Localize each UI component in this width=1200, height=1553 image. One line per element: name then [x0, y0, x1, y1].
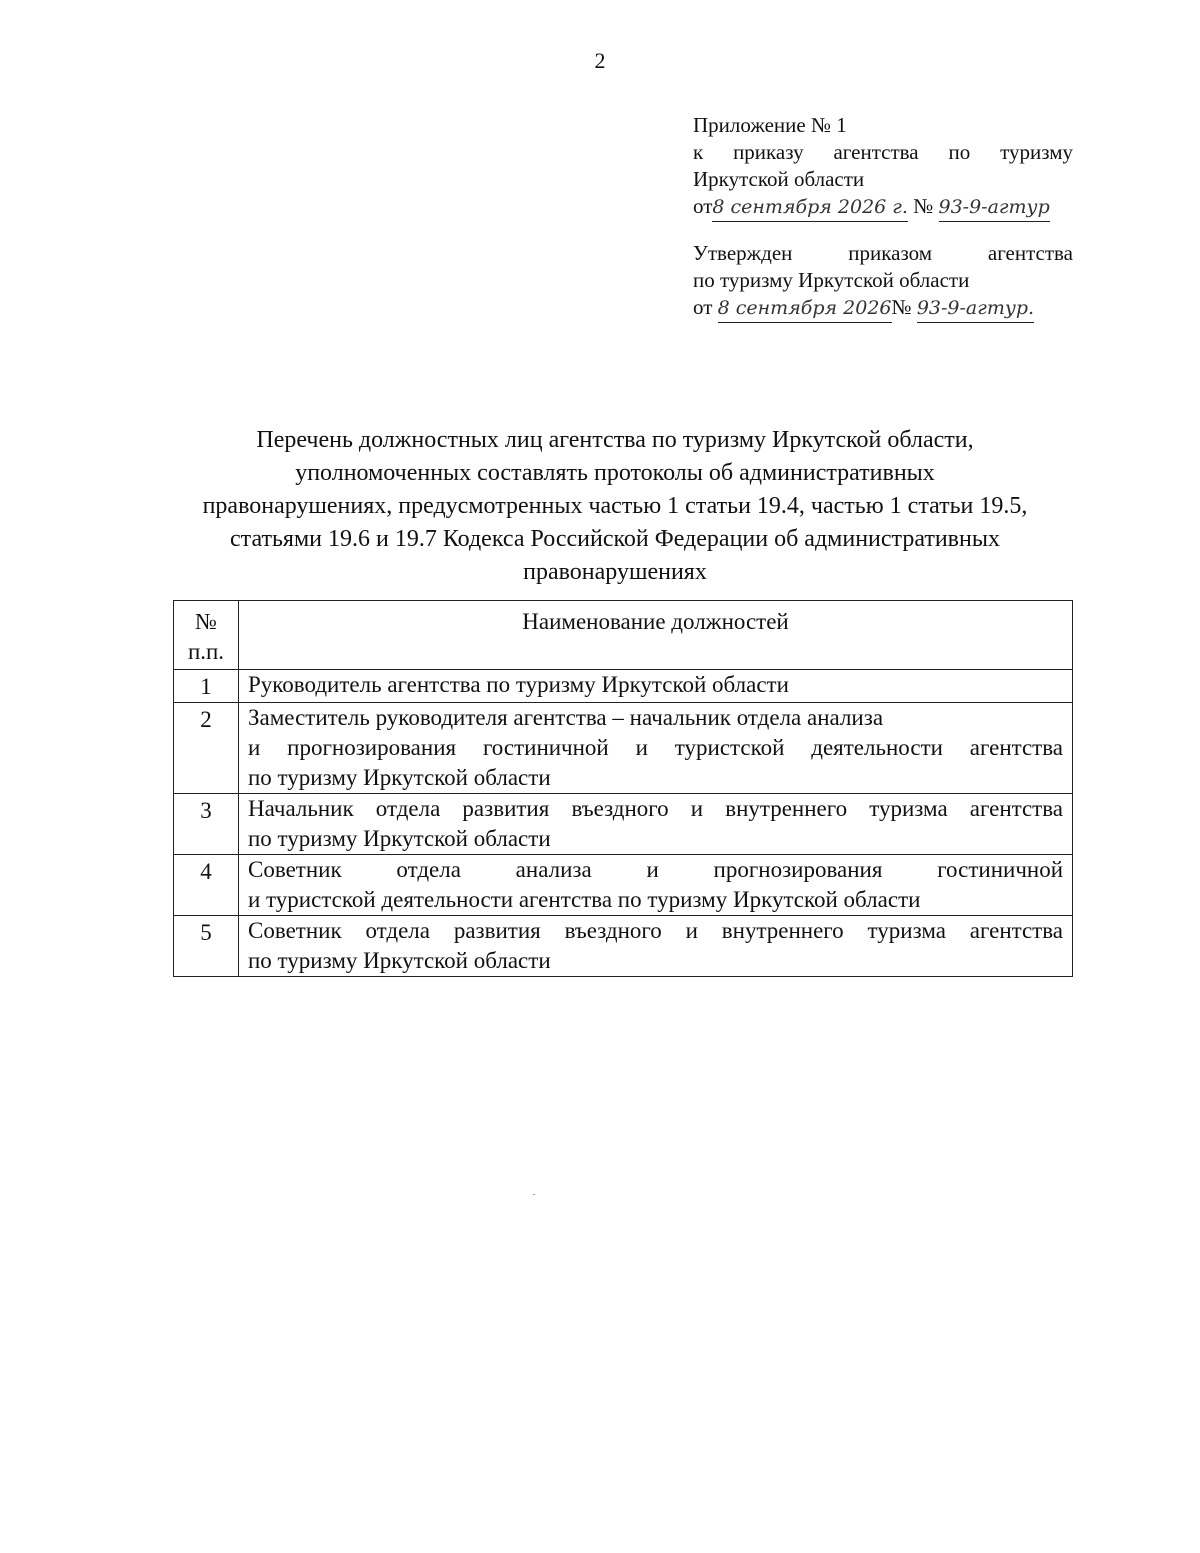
approved-handwritten-date: 8 сентября 2026	[718, 295, 892, 323]
table-row	[174, 855, 1073, 916]
header-name-cell: Наименование должностей	[239, 601, 1073, 670]
position-line: Начальник отдела развития въездного и внутреннего туризма агентства	[248, 796, 1063, 821]
table-header-row	[174, 601, 1073, 670]
row-position-name	[239, 703, 1073, 794]
row-position-name	[239, 916, 1073, 977]
row-position-name	[239, 794, 1073, 855]
position-line: и прогнозирования гостиничной и туристской деятельности агентства	[248, 735, 1063, 760]
appendix-handwritten-number: 93-9-агтур	[939, 194, 1050, 222]
appendix-date-line	[693, 193, 1073, 222]
row-position-name	[239, 670, 1073, 703]
position-line: Советник отдела анализа и прогнозирования гостиничной	[248, 857, 1063, 882]
header-num-abbr: п.п.	[187, 639, 225, 664]
appendix-region-line: Иркутской области	[693, 167, 865, 191]
approved-line-1: Утвержден приказом агентства	[693, 241, 1073, 265]
appendix-number-label: №	[913, 194, 934, 218]
position-line: по туризму Иркутской области	[248, 765, 551, 790]
approved-handwritten-number: 93-9-агтур.	[917, 295, 1034, 323]
title-line: правонарушениях, предусмотренных частью 1 статьи 19.4, частью 1 статьи 19.5,	[202, 493, 1028, 519]
appendix-handwritten-date: 8 сентября 2026 г.	[712, 194, 908, 222]
row-number: 1	[174, 670, 239, 703]
positions-table	[173, 600, 1073, 977]
table-row	[174, 670, 1073, 703]
page-number: 2	[594, 48, 606, 73]
position-line: Советник отдела развития въездного и внутреннего туризма агентства	[248, 918, 1063, 943]
row-number: 5	[174, 916, 239, 977]
row-number: 3	[174, 794, 239, 855]
approved-from-label: от	[693, 295, 713, 319]
appendix-block	[693, 112, 1073, 222]
table-row	[174, 794, 1073, 855]
appendix-title: Приложение № 1	[693, 113, 847, 137]
header-num-symbol: №	[195, 609, 217, 634]
appendix-order-line: к приказу агентства по туризму	[693, 140, 1073, 164]
title-line: уполномоченных составлять протоколы об административных	[295, 460, 935, 486]
position-line: по туризму Иркутской области	[248, 826, 551, 851]
title-line: правонарушениях	[523, 559, 707, 585]
table-row	[174, 916, 1073, 977]
approved-line-2: по туризму Иркутской области	[693, 268, 970, 292]
approved-date-line	[693, 294, 1073, 323]
title-line: статьями 19.6 и 19.7 Кодекса Российской Федерации об административных	[230, 526, 1000, 552]
scan-speck	[533, 1194, 535, 1195]
position-line: Заместитель руководителя агентства – начальник отдела анализа	[248, 705, 884, 730]
table-row	[174, 703, 1073, 794]
row-position-name	[239, 855, 1073, 916]
approved-number-label: №	[891, 295, 912, 319]
position-line: Руководитель агентства по туризму Иркутской области	[248, 672, 789, 697]
position-line: по туризму Иркутской области	[248, 948, 551, 973]
header-num-cell	[174, 601, 239, 670]
position-line: и туристской деятельности агентства по туризму Иркутской области	[248, 887, 921, 912]
document-title	[150, 424, 1080, 589]
appendix-from-label: от	[693, 194, 713, 218]
row-number: 4	[174, 855, 239, 916]
title-line: Перечень должностных лиц агентства по туризму Иркутской области,	[256, 427, 974, 453]
row-number: 2	[174, 703, 239, 794]
approved-block	[693, 240, 1073, 323]
